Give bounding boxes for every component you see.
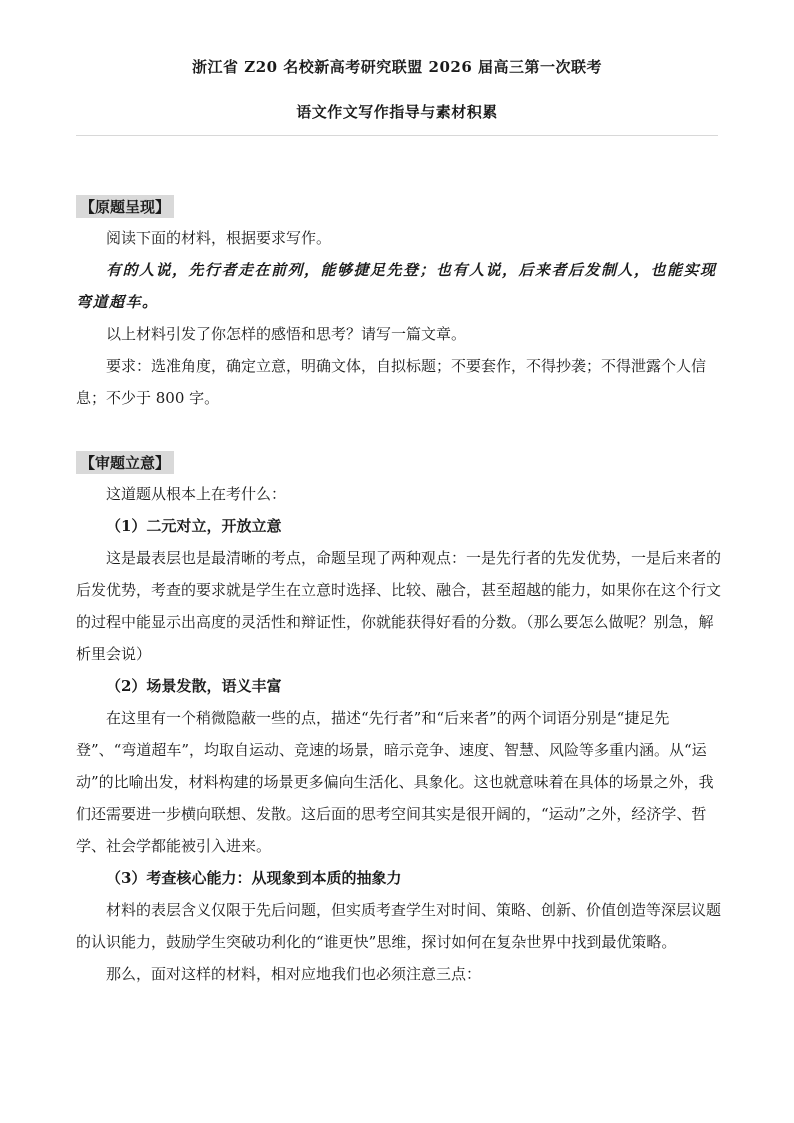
point-3-title: （3）考查核心能力：从现象到本质的抽象力: [106, 869, 402, 887]
prompt-text: 以上材料引发了你怎样的感悟和思考？请写一篇文章。: [106, 325, 467, 343]
requirements-text: 要求：选准角度，确定立意，明确文体，自拟标题；不要套作，不得抄袭；不得泄露个人信息；不少于 800 字。: [76, 357, 707, 407]
section-gap: [76, 414, 722, 446]
analysis-intro: 这道题从根本上在考什么：: [106, 485, 287, 503]
section-heading-original-question: 【原题呈现】: [76, 195, 174, 218]
closing-text: 那么，面对这样的材料，相对应地我们也必须注意三点：: [106, 965, 482, 983]
header-divider: [76, 135, 718, 136]
section-heading-topic-analysis: 【审题立意】: [76, 451, 174, 474]
instruction-text: 阅读下面的材料，根据要求写作。: [106, 229, 332, 247]
document-subtitle: 语文作文写作指导与素材积累: [296, 103, 498, 121]
point-3-body: 材料的表层含义仅限于先后问题，但实质考查学生对时间、策略、创新、价值创造等深层议题的认识能力，鼓励学生突破功利化的“谁更快”思维，探讨如何在复杂世界中找到最优策略。: [76, 901, 722, 951]
point-2-body: 在这里有一个稍微隐蔽一些的点，描述“先行者”和“后来者”的两个词语分别是“捷足先登”、“弯道超车”，均取自运动、竞速的场景，暗示竞争、速度、智慧、风险等多重内涵。从“运动”的比喻出发，材料构建的场景更多偏向生活化、具象化。这也就意味着在具体的场景之外，我们还需要进一步横向联想、发散。这后面的思考空间其实是很开阔的，“运动”之外，经济学、哲学、社会学都能被引入进来。: [76, 709, 714, 855]
document-body: [76, 190, 722, 990]
point-1-body: 这是最表层也是最清晰的考点，命题呈现了两种观点：一是先行者的先发优势，一是后来者的后发优势，考查的要求就是学生在立意时选择、比较、融合，甚至超越的能力，如果你在这个行文的过程中能显示出高度的灵活性和辩证性，你就能获得好看的分数。（那么要怎么做呢？别急，解析里会说）: [76, 549, 722, 663]
point-2-title: （2）场景发散，语义丰富: [106, 677, 282, 695]
material-quote: 有的人说，先行者走在前列，能够捷足先登；也有人说，后来者后发制人，也能实现弯道超车。: [76, 261, 717, 311]
document-title: 浙江省 Z20 名校新高考研究联盟 2026 届高三第一次联考: [192, 58, 602, 76]
point-1-title: （1）二元对立，开放立意: [106, 517, 282, 535]
